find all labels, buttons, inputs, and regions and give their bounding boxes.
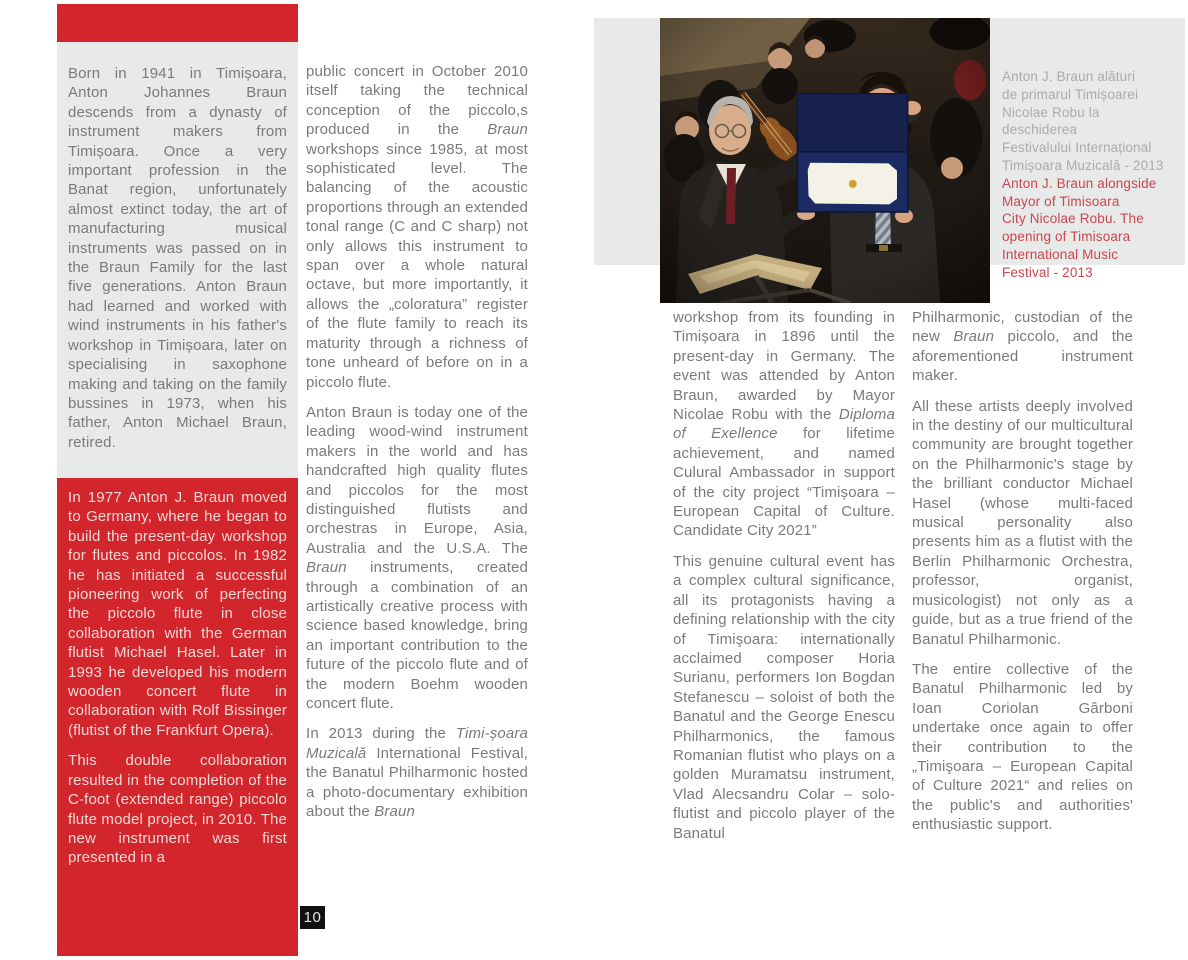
caption-line: Anton J. Braun alongside [1002, 175, 1157, 191]
paragraph: Born in 1941 in Timișoara, Anton Johannes Braun descends from a dynasty of instrument makers from Timișoara. Once a very important profession in the Banat region, unfortunately almost extinct today, the art of manufacturing musical instruments was passed on in the Braun Family for the last five generations. Anton Braun had learned and worked with wind instruments in his father's workshop in Timișoara, later on specialising in saxophone making and taking on the family bussines in 1973, when his father, Anton Michael Braun, retired. [68, 65, 287, 451]
text-column-3 [673, 308, 895, 843]
photo-caption [1002, 68, 1184, 282]
intro-text-block [57, 42, 298, 478]
red-header-block [57, 4, 298, 42]
caption-line: Mayor of Timisoara [1002, 193, 1120, 209]
caption-line: deschiderea [1002, 122, 1078, 138]
paragraph: Philharmonic, custodian of the new Braun piccolo, and the aforementioned instrument maker. [912, 309, 1133, 385]
paragraph: public concert in October 2010 itself taking the technical conception of the piccolo,s produced in the Braun workshops since 1985, at most sophisticated level. The balancing of the acoustic proportions through an extended tonal range (C and C sharp) not only allows this instrument to span over a whole natural octave, but more importantly, it allows the „coloratura” register of the flute family to reach its maturity through a richness of tone unheard of before on in a piccolo flute. [306, 63, 528, 391]
caption-line: International Music [1002, 246, 1119, 262]
paragraph: This genuine cultural event has a complex cultural significance, all its protagonists having a defining relationship with the city of Timişoara: internationally acclaimed composer Horia Surianu, performers Ion Bogdan Stefanescu – soloist of both the Banatul and the George Enescu Philharmonics, the famous Romanian flutist who plays on a golden Muramatsu instrument, Vlad Alecsandru Colar – solo-flutist and piccolo player of the Banatul [673, 552, 895, 842]
paragraph: The entire collective of the Banatul Philharmonic led by Ioan Coriolan Gârboni undertake once again to offer their contribution to the „Timişoara – European Capital of Culture 2021“ and relies on the public's and authorities' enthusiastic support. [912, 660, 1133, 834]
stage-photo [660, 18, 990, 303]
paragraph: In 1977 Anton J. Braun moved to Germany, where he began to build the present-day workshop for flutes and piccolos. In 1982 he has initiated a successful pioneering work of perfecting the piccolo flute in close collaboration with the German flutist Michael Hasel. Later in 1993 he developed his modern wooden concert flute in collaboration with Rolf Bissinger (flutist of the Frankfurt Opera). [68, 489, 287, 739]
page-number: 10 [300, 906, 325, 929]
paragraph: All these artists deeply involved in the destiny of our multicultural community are brought together on the Philharmonic's stage by the brilliant conductor Michael Hasel (whose multi-faced musical personality also presents him as a flutist with the Berlin Philharmonic Orchestra, professor, organist, musicologist) not only as a guide, but as a true friend of the Banatul Philharmonic. [912, 397, 1133, 648]
caption-line: City Nicolae Robu. The [1002, 211, 1144, 227]
caption-line: Festival - 2013 [1002, 264, 1093, 280]
text-column-4 [912, 308, 1133, 835]
caption-line: Nicolae Robu la [1002, 104, 1100, 120]
caption-line: opening of Timisoara [1002, 229, 1131, 245]
paragraph: This double collaboration resulted in the completion of the C-foot (extended range) piccolo flute model project, in 2010. The new instrument was first presented in a [68, 752, 287, 867]
caption-line: Festivalului Internațional [1002, 140, 1152, 156]
caption-romanian [1002, 68, 1184, 175]
caption-line: de primarul Timișoarei [1002, 86, 1139, 102]
paragraph: In 2013 during the Timi-șoara Muzicală International Festival, the Banatul Philharmonic hosted a photo-documentary exhibition about the Braun [306, 725, 528, 821]
caption-english [1002, 175, 1184, 282]
caption-line: Anton J. Braun alături [1002, 69, 1136, 84]
paragraph: Anton Braun is today one of the leading wood-wind instrument makers in the world and has handcrafted high quality flutes and piccolos for the most distinguished flutists and orchestras in Europe, Asia, Australia and the U.S.A. The Braun instruments, created through a combination of an artistically creative process with science based knowledge, bring an important contribution to the future of the piccolo flute and of the modern Boehm wooden concert flute. [306, 403, 528, 712]
paragraph: workshop from its founding in Timișoara in 1896 until the present-day in Germany. The event was attended by Anton Braun, awarded by Mayor Nicolae Robu with the Diploma of Exellence for lifetime achievement, and named Culural Ambassador in support of the city project “Timișoara – European Capital of Culture. Candidate City 2021” [673, 309, 895, 540]
text-column-2 [306, 62, 528, 821]
red-text-block [57, 478, 298, 956]
caption-line: Timișoara Muzicală - 2013 [1002, 157, 1164, 173]
